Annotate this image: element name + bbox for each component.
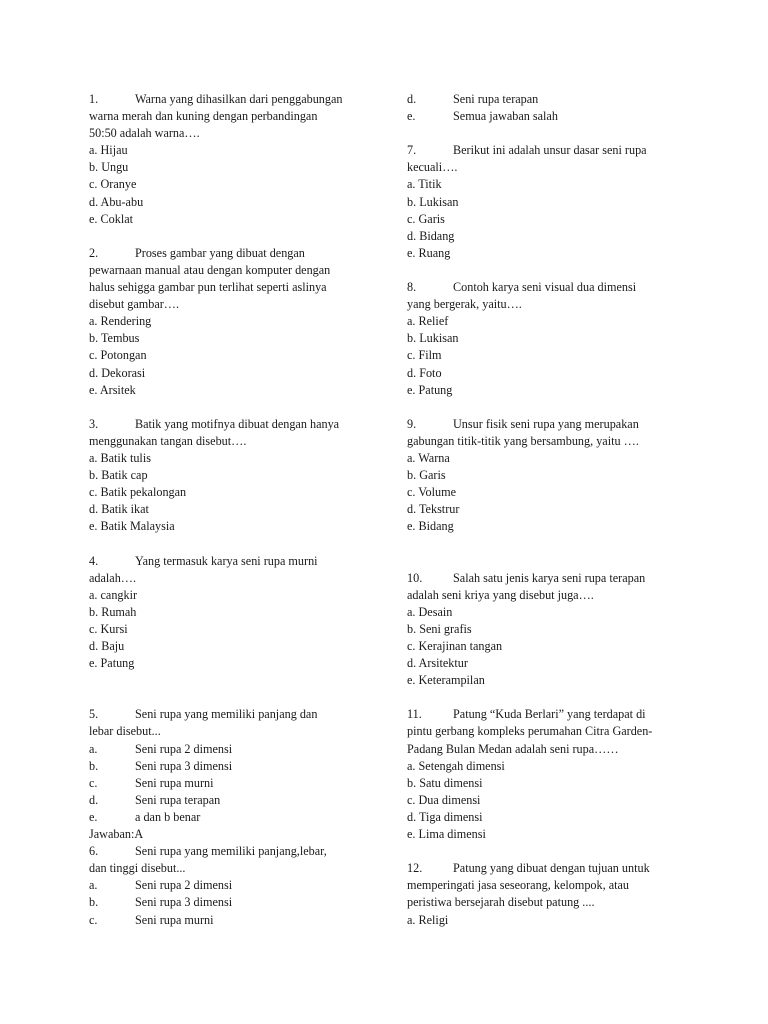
- option-text: Seni rupa 2 dimensi: [135, 741, 233, 756]
- question-number: 12.: [407, 861, 423, 876]
- option: b. Lukisan: [407, 194, 459, 209]
- option: e. Keterampilan: [407, 673, 485, 688]
- option-text: Seni rupa 3 dimensi: [135, 758, 233, 773]
- option-key: d.: [407, 92, 417, 106]
- option: [89, 775, 374, 792]
- option-key: a.: [89, 741, 98, 756]
- question-text: Warna yang dihasilkan dari penggabungan: [135, 92, 343, 106]
- option-text: Seni rupa terapan: [135, 792, 221, 807]
- question-text: Proses gambar yang dibuat dengan: [135, 245, 305, 260]
- spacer: [407, 125, 677, 142]
- option: d. Tekstrur: [407, 502, 460, 517]
- question-text: gabungan titik-titik yang bersambung, yaitu ….: [407, 433, 639, 448]
- option: [89, 741, 374, 758]
- option: b. Ungu: [89, 160, 129, 175]
- question-3: [89, 416, 374, 536]
- option: b. Tembus: [89, 331, 140, 346]
- question-7: [407, 142, 677, 262]
- option: a. Religi: [407, 912, 449, 927]
- option: c. Batik pekalongan: [89, 485, 187, 500]
- option: [407, 91, 677, 108]
- option-text: Semua jawaban salah: [453, 109, 558, 124]
- option: [407, 108, 677, 125]
- option: d. Abu-abu: [89, 194, 144, 209]
- option: b. Seni grafis: [407, 621, 472, 636]
- option: c. Garis: [407, 211, 445, 226]
- option: a. Warna: [407, 450, 450, 465]
- option: a. cangkir: [89, 587, 138, 602]
- question-number: 2.: [89, 245, 99, 260]
- option: [89, 894, 374, 911]
- question-text: pintu gerbang kompleks perumahan Citra Garden-: [407, 724, 653, 739]
- spacer: [407, 843, 677, 860]
- question-number: 4.: [89, 553, 99, 568]
- question-text: dan tinggi disebut...: [89, 861, 186, 876]
- question-text: Patung “Kuda Berlari” yang terdapat di: [453, 707, 646, 722]
- question-text: yang bergerak, yaitu….: [407, 297, 522, 312]
- question-4: [89, 553, 374, 673]
- option: e. Lima dimensi: [407, 827, 486, 842]
- option-key: d.: [89, 792, 99, 807]
- answer-key: Jawaban:A: [89, 827, 144, 842]
- option: c. Film: [407, 348, 442, 363]
- option: a. Desain: [407, 604, 453, 619]
- question-10: [407, 570, 677, 690]
- option-key: b.: [89, 758, 99, 773]
- spacer: [89, 399, 374, 416]
- question-number: 9.: [407, 416, 417, 431]
- option-text: Seni rupa terapan: [453, 92, 539, 106]
- question-9: [407, 416, 677, 536]
- question-number: 5.: [89, 707, 99, 722]
- option: a. Rendering: [89, 314, 152, 329]
- option: e. Coklat: [89, 211, 134, 226]
- option: [89, 912, 374, 929]
- option: d. Batik ikat: [89, 502, 149, 517]
- option: d. Arsitektur: [407, 656, 468, 671]
- option-key: a.: [89, 878, 98, 893]
- option: [89, 877, 374, 894]
- question-text: memperingati jasa seseorang, kelompok, atau: [407, 878, 630, 893]
- option: c. Kursi: [89, 621, 128, 636]
- question-text: lebar disebut...: [89, 724, 161, 739]
- option: c. Volume: [407, 485, 456, 500]
- question-text: Yang termasuk karya seni rupa murni: [135, 553, 318, 568]
- option: a. Batik tulis: [89, 450, 151, 465]
- question-text: pewarnaan manual atau dengan komputer dengan: [89, 262, 331, 277]
- option: a. Setengah dimensi: [407, 758, 505, 773]
- question-text: Salah satu jenis karya seni rupa terapan: [453, 570, 646, 585]
- question-text: Contoh karya seni visual dua dimensi: [453, 280, 637, 295]
- question-6-continued: [407, 91, 677, 125]
- question-11: [407, 706, 677, 843]
- question-1: [89, 91, 374, 228]
- question-text: menggunakan tangan disebut….: [89, 433, 247, 448]
- spacer: [89, 672, 374, 706]
- question-text: Berikut ini adalah unsur dasar seni rupa: [453, 143, 647, 158]
- option: c. Potongan: [89, 348, 147, 363]
- spacer: [407, 689, 677, 706]
- question-number: 11.: [407, 707, 422, 722]
- question-text: halus sehigga gambar pun terlihat seperti aslinya: [89, 280, 327, 295]
- question-text: kecuali….: [407, 160, 458, 175]
- option: b. Garis: [407, 468, 446, 483]
- option-key: b.: [89, 895, 99, 910]
- question-6: [89, 843, 374, 928]
- option: e. Bidang: [407, 519, 454, 534]
- question-text: Seni rupa yang memiliki panjang,lebar,: [135, 844, 327, 859]
- question-5: [89, 706, 374, 843]
- question-12: [407, 860, 677, 928]
- spacer: [89, 535, 374, 552]
- option-text: a dan b benar: [135, 809, 201, 824]
- question-number: 6.: [89, 844, 99, 859]
- option: a. Titik: [407, 177, 442, 192]
- question-text: disebut gambar….: [89, 297, 180, 312]
- option: d. Tiga dimensi: [407, 809, 483, 824]
- question-text: peristiwa bersejarah disebut patung ....: [407, 895, 595, 910]
- option: [89, 758, 374, 775]
- question-number: 3.: [89, 416, 99, 431]
- question-number: 7.: [407, 143, 417, 158]
- option: a. Hijau: [89, 143, 128, 158]
- option: c. Dua dimensi: [407, 792, 481, 807]
- option: b. Lukisan: [407, 331, 459, 346]
- question-text: Unsur fisik seni rupa yang merupakan: [453, 416, 639, 431]
- left-column: [89, 91, 374, 929]
- question-text: Batik yang motifnya dibuat dengan hanya: [135, 416, 340, 431]
- option: e. Batik Malaysia: [89, 519, 175, 534]
- option: [89, 792, 374, 809]
- question-number: 10.: [407, 570, 423, 585]
- option-text: Seni rupa murni: [135, 775, 214, 790]
- question-text: 50:50 adalah warna….: [89, 126, 200, 141]
- option-key: e.: [407, 109, 416, 124]
- option: d. Bidang: [407, 228, 455, 243]
- option: b. Rumah: [89, 604, 137, 619]
- option: e. Patung: [89, 656, 135, 671]
- option: e. Ruang: [407, 245, 451, 260]
- option: c. Kerajinan tangan: [407, 639, 503, 653]
- option-text: Seni rupa 2 dimensi: [135, 878, 233, 893]
- option-text: Seni rupa 3 dimensi: [135, 895, 233, 910]
- option: e. Patung: [407, 382, 453, 397]
- question-text: Patung yang dibuat dengan tujuan untuk: [453, 861, 650, 876]
- spacer: [407, 535, 677, 569]
- right-column: [407, 91, 677, 929]
- option: b. Satu dimensi: [407, 775, 483, 790]
- option: d. Dekorasi: [89, 365, 146, 380]
- spacer: [407, 399, 677, 416]
- question-number: 1.: [89, 92, 99, 106]
- question-text: Padang Bulan Medan adalah seni rupa……: [407, 741, 619, 756]
- question-text: adalah….: [89, 570, 137, 585]
- question-text: warna merah dan kuning dengan perbandingan: [89, 109, 318, 124]
- spacer: [407, 262, 677, 279]
- option: b. Batik cap: [89, 468, 148, 483]
- option: [89, 809, 374, 826]
- question-8: [407, 279, 677, 399]
- option-key: c.: [89, 775, 98, 790]
- spacer: [89, 228, 374, 245]
- question-2: [89, 245, 374, 399]
- option: a. Relief: [407, 314, 449, 329]
- question-text: adalah seni kriya yang disebut juga….: [407, 587, 594, 602]
- question-text: Seni rupa yang memiliki panjang dan: [135, 707, 318, 722]
- option-key: c.: [89, 912, 98, 927]
- option: d. Foto: [407, 365, 442, 380]
- option: d. Baju: [89, 639, 125, 653]
- option-text: Seni rupa murni: [135, 912, 214, 927]
- option-key: e.: [89, 809, 98, 824]
- option: c. Oranye: [89, 177, 137, 192]
- question-number: 8.: [407, 280, 417, 295]
- option: e. Arsitek: [89, 382, 136, 397]
